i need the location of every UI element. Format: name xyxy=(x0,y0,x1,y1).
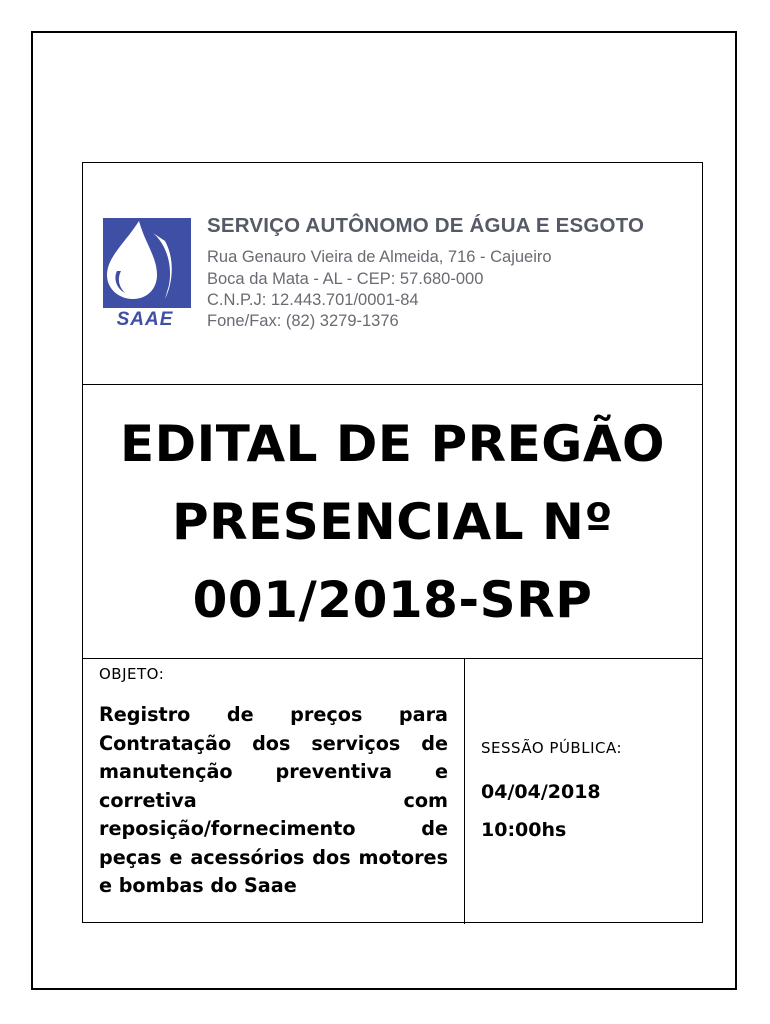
cnpj-line: C.N.P.J: 12.443.701/0001-84 xyxy=(207,291,419,309)
document-title-line-2: PRESENCIAL Nº xyxy=(171,492,614,551)
organization-name: SERVIÇO AUTÔNOMO DE ÁGUA E ESGOTO xyxy=(207,214,645,237)
letterhead xyxy=(83,163,702,385)
saae-logo xyxy=(95,213,193,331)
session-section xyxy=(465,659,704,924)
session-time: 10:00hs xyxy=(481,819,567,841)
address-line: Rua Genauro Vieira de Almeida, 716 - Cajueiro xyxy=(207,248,552,266)
document-title-line-3: 001/2018-SRP xyxy=(192,570,593,629)
title-section xyxy=(83,385,702,659)
phone-line: Fone/Fax: (82) 3279-1376 xyxy=(207,312,399,330)
cover-table xyxy=(82,162,703,923)
session-label: SESSÃO PÚBLICA: xyxy=(481,739,623,757)
object-section xyxy=(83,659,465,924)
svg-text:SAAE: SAAE xyxy=(116,309,174,330)
document-title-line-1: EDITAL DE PREGÃO xyxy=(119,414,666,473)
session-date: 04/04/2018 xyxy=(481,781,601,803)
object-label: OBJETO: xyxy=(99,665,165,683)
object-description: Registro de preços para Contratação dos serviços de manutenção preventiva e corretiva com reposição/fornecimento de peças e acessórios dos motores e bombas do Saae xyxy=(99,703,448,897)
city-line: Boca da Mata - AL - CEP: 57.680-000 xyxy=(207,270,484,288)
